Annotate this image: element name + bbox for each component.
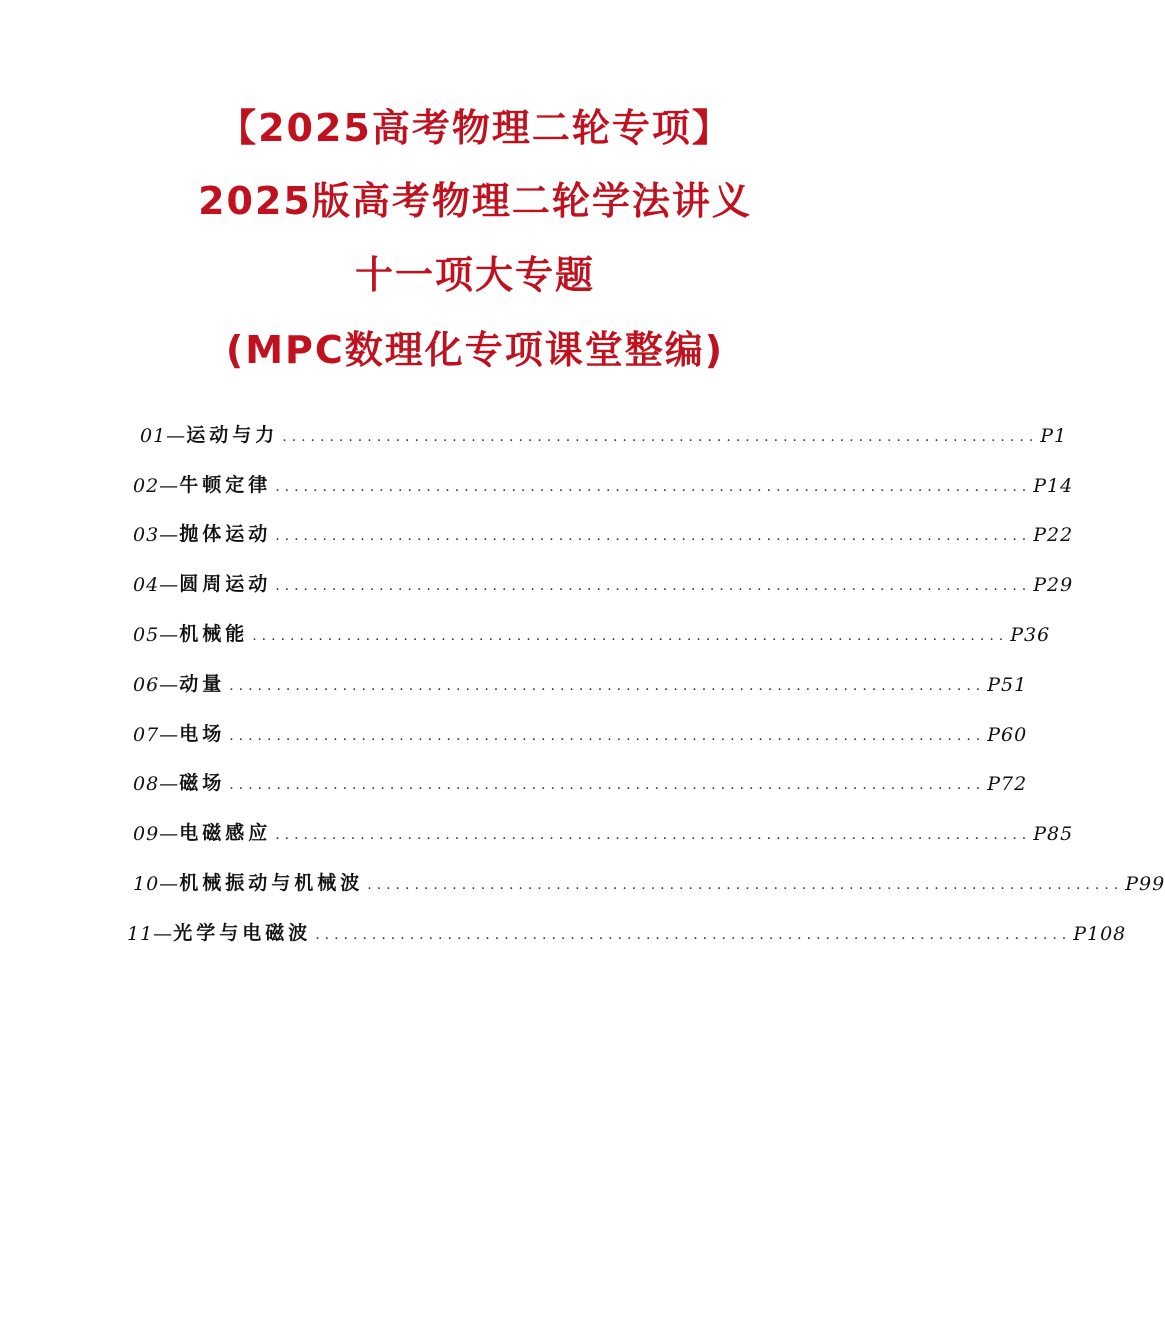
toc-item-number: 11—: [127, 923, 174, 945]
title-line-series: 【2025高考物理二轮专项】: [218, 106, 732, 150]
toc-item-page: P22: [1033, 524, 1074, 546]
toc-item-title: 电场: [179, 723, 226, 745]
toc-item-number: 03—: [133, 524, 180, 546]
toc-item-page: P51: [987, 674, 1028, 696]
title-line-subtitle: 十一项大专题: [354, 253, 595, 297]
toc-item-title: 磁场: [179, 772, 226, 794]
toc-item-page: P99: [1125, 873, 1165, 895]
toc-item-number: 05—: [133, 624, 180, 646]
toc-item-title: 电磁感应: [179, 822, 272, 844]
toc-leader-dots: ................................................................................: [252, 628, 1009, 644]
toc-item-title: 圆周运动: [179, 573, 272, 595]
title-line-main: 2025版高考物理二轮学法讲义: [198, 179, 752, 223]
toc-item-5[interactable]: [133, 620, 1051, 646]
toc-item-page: P108: [1073, 923, 1127, 945]
toc-item-9[interactable]: [133, 819, 1074, 845]
toc-item-title: 抛体运动: [179, 523, 272, 545]
toc-item-4[interactable]: [133, 570, 1074, 596]
toc-leader-dots: ................................................................................: [229, 678, 986, 694]
toc-item-page: P85: [1033, 823, 1074, 845]
toc-leader-dots: ................................................................................: [229, 728, 986, 744]
toc-item-number: 09—: [133, 823, 180, 845]
toc-item-number: 10—: [133, 873, 180, 895]
toc-item-title: 运动与力: [186, 424, 279, 446]
toc-item-page: P72: [987, 773, 1028, 795]
toc-item-number: 06—: [133, 674, 180, 696]
toc-item-8[interactable]: [133, 769, 1028, 795]
toc-item-3[interactable]: [133, 520, 1074, 546]
toc-item-6[interactable]: [133, 670, 1028, 696]
toc-leader-dots: ................................................................................: [275, 479, 1032, 495]
toc-item-page: P29: [1033, 574, 1074, 596]
toc-item-2[interactable]: [133, 471, 1074, 497]
toc-item-number: 08—: [133, 773, 180, 795]
toc-item-number: 07—: [133, 724, 180, 746]
toc-item-number: 04—: [133, 574, 180, 596]
toc-leader-dots: ................................................................................: [315, 927, 1072, 943]
title-line-publisher: (MPC数理化专项课堂整编): [225, 328, 725, 372]
toc-item-title: 动量: [179, 673, 226, 695]
toc-item-11[interactable]: [127, 919, 1127, 945]
toc-leader-dots: ................................................................................: [275, 578, 1032, 594]
toc-item-title: 机械振动与机械波: [179, 872, 364, 894]
toc-item-page: P1: [1040, 425, 1068, 447]
toc-item-1[interactable]: [140, 421, 1068, 447]
toc-leader-dots: ................................................................................: [367, 877, 1124, 893]
toc-item-number: 02—: [133, 475, 180, 497]
toc-item-page: P14: [1033, 475, 1074, 497]
toc-leader-dots: ................................................................................: [275, 827, 1032, 843]
toc-item-title: 机械能: [179, 623, 249, 645]
toc-item-page: P36: [1010, 624, 1051, 646]
toc-leader-dots: ................................................................................: [275, 528, 1032, 544]
toc-leader-dots: ................................................................................: [229, 777, 986, 793]
toc-item-title: 牛顿定律: [179, 474, 272, 496]
toc-item-title: 光学与电磁波: [173, 922, 312, 944]
toc-item-number: 01—: [140, 425, 187, 447]
toc-item-10[interactable]: [133, 869, 1165, 895]
toc-item-7[interactable]: [133, 720, 1028, 746]
toc-leader-dots: ................................................................................: [282, 429, 1039, 445]
toc-item-page: P60: [987, 724, 1028, 746]
